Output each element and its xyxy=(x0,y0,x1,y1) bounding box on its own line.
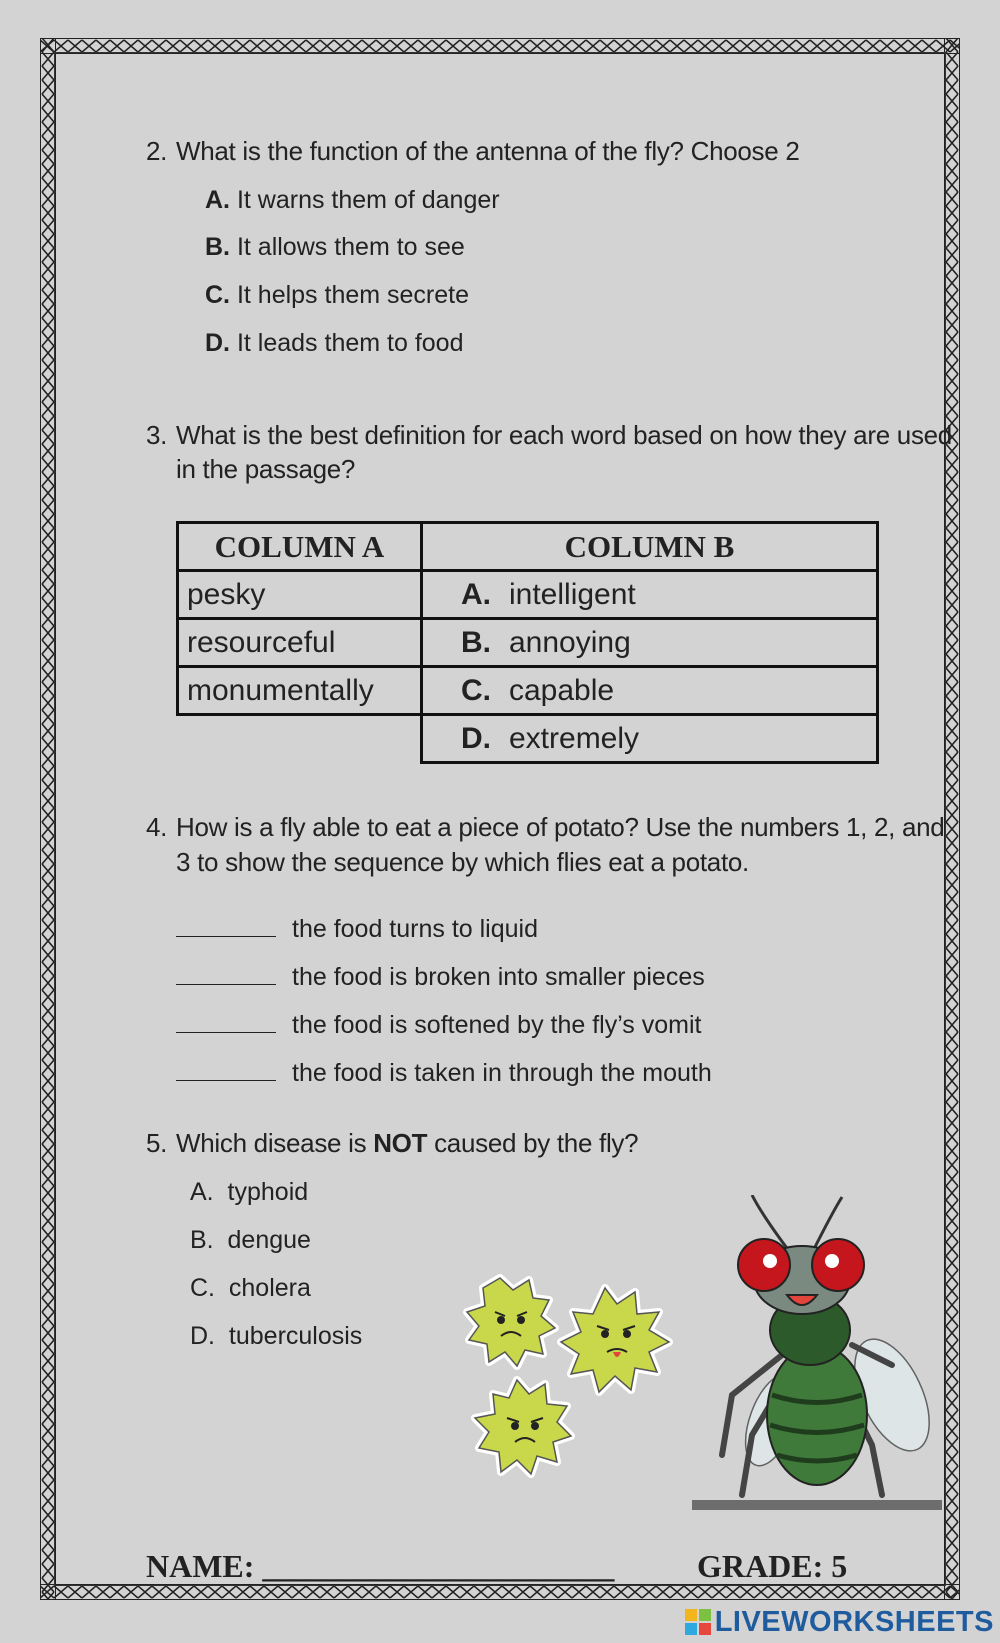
germs-illustration xyxy=(445,1268,690,1493)
question-emphasis: NOT xyxy=(373,1128,428,1158)
q5-option-b[interactable] xyxy=(190,1225,311,1255)
option-text: intelligent xyxy=(509,577,636,611)
decorative-border-bottom xyxy=(40,1584,960,1600)
matching-table xyxy=(176,521,879,764)
question-number: 4. xyxy=(146,812,168,842)
option-text: dengue xyxy=(227,1226,311,1254)
question-number: 3. xyxy=(146,420,168,450)
q5-option-a[interactable] xyxy=(190,1177,308,1207)
sequence-item xyxy=(176,1058,712,1088)
option-letter: B. xyxy=(461,625,491,659)
option-text: capable xyxy=(509,673,615,707)
question-5 xyxy=(146,1126,638,1160)
option-text: cholera xyxy=(228,1274,311,1302)
sequence-item xyxy=(176,1010,702,1040)
option-letter: A. xyxy=(205,186,230,214)
option-letter: A. xyxy=(190,1178,214,1206)
germ-icon xyxy=(467,1278,555,1366)
question-4 xyxy=(146,810,944,844)
germ-icon xyxy=(561,1288,669,1392)
column-a-cell[interactable]: pesky xyxy=(178,571,422,619)
option-text: annoying xyxy=(509,625,631,659)
decorative-border-right xyxy=(944,38,960,1600)
option-text: tuberculosis xyxy=(228,1322,363,1350)
question-text: What is the function of the antenna of the fly? Choose 2 xyxy=(176,136,800,166)
q5-option-d[interactable] xyxy=(190,1321,362,1351)
sequence-item xyxy=(176,962,705,992)
table-row xyxy=(178,571,878,619)
option-text: It allows them to see xyxy=(236,233,465,261)
question-3 xyxy=(146,418,952,452)
sequence-text: the food is broken into smaller pieces xyxy=(292,963,705,991)
question-text: What is the best definition for each word based on how they are used xyxy=(176,420,952,450)
q2-option-c[interactable] xyxy=(205,280,469,310)
column-a-cell[interactable]: resourceful xyxy=(178,619,422,667)
column-b-cell xyxy=(422,715,878,763)
empty-cell xyxy=(178,715,422,763)
option-text: typhoid xyxy=(227,1178,309,1206)
option-letter: B. xyxy=(190,1226,214,1254)
answer-blank[interactable] xyxy=(176,962,276,985)
option-letter: D. xyxy=(190,1322,215,1350)
question-text: How is a fly able to eat a piece of potato? Use the numbers 1, 2, and xyxy=(176,812,945,842)
option-text: It helps them secrete xyxy=(236,281,470,309)
column-a-header: COLUMN A xyxy=(178,523,422,571)
option-text: It warns them of danger xyxy=(236,186,500,214)
column-b-cell xyxy=(422,619,878,667)
option-letter: C. xyxy=(461,673,491,707)
column-b-cell xyxy=(422,667,878,715)
table-row xyxy=(178,715,878,763)
answer-blank[interactable] xyxy=(176,914,276,937)
option-letter: D. xyxy=(205,329,230,357)
q5-option-c[interactable] xyxy=(190,1273,311,1303)
fly-icon xyxy=(692,1195,942,1510)
column-b-cell xyxy=(422,571,878,619)
q2-option-b[interactable] xyxy=(205,232,465,262)
name-field-label[interactable]: NAME: ______________________ xyxy=(146,1548,615,1584)
fly-illustration xyxy=(692,1195,942,1520)
question-number: 2. xyxy=(146,136,168,166)
question-3-line-2: in the passage? xyxy=(176,454,356,484)
option-text: It leads them to food xyxy=(236,329,464,357)
column-a-cell[interactable]: monumentally xyxy=(178,667,422,715)
option-letter: B. xyxy=(205,233,230,261)
table-header-row xyxy=(178,523,878,571)
liveworksheets-logo-icon xyxy=(685,1609,711,1635)
option-letter: C. xyxy=(190,1274,215,1302)
q2-option-d[interactable] xyxy=(205,328,463,358)
column-b-header: COLUMN B xyxy=(422,523,878,571)
option-text: extremely xyxy=(509,721,640,755)
germ-icon xyxy=(475,1380,571,1474)
brand-text: LIVEWORKSHEETS xyxy=(714,1606,994,1638)
option-letter: A. xyxy=(461,577,491,611)
sequence-item xyxy=(176,914,538,944)
sequence-text: the food is taken in through the mouth xyxy=(292,1059,712,1087)
q2-option-a[interactable] xyxy=(205,185,500,215)
answer-blank[interactable] xyxy=(176,1010,276,1033)
question-text: Which disease is xyxy=(176,1128,374,1158)
question-2 xyxy=(146,134,800,168)
table-row xyxy=(178,667,878,715)
option-letter: D. xyxy=(461,721,491,755)
question-text: caused by the fly? xyxy=(427,1128,639,1158)
answer-blank[interactable] xyxy=(176,1058,276,1081)
brand-logo xyxy=(685,1606,994,1639)
sequence-text: the food is softened by the fly’s vomit xyxy=(292,1011,702,1039)
grade-label: GRADE: 5 xyxy=(697,1548,848,1584)
option-letter: C. xyxy=(205,281,230,309)
question-4-line-2: 3 to show the sequence by which flies eat a potato. xyxy=(176,847,749,877)
question-number: 5. xyxy=(146,1128,168,1158)
table-row xyxy=(178,619,878,667)
sequence-text: the food turns to liquid xyxy=(292,915,538,943)
